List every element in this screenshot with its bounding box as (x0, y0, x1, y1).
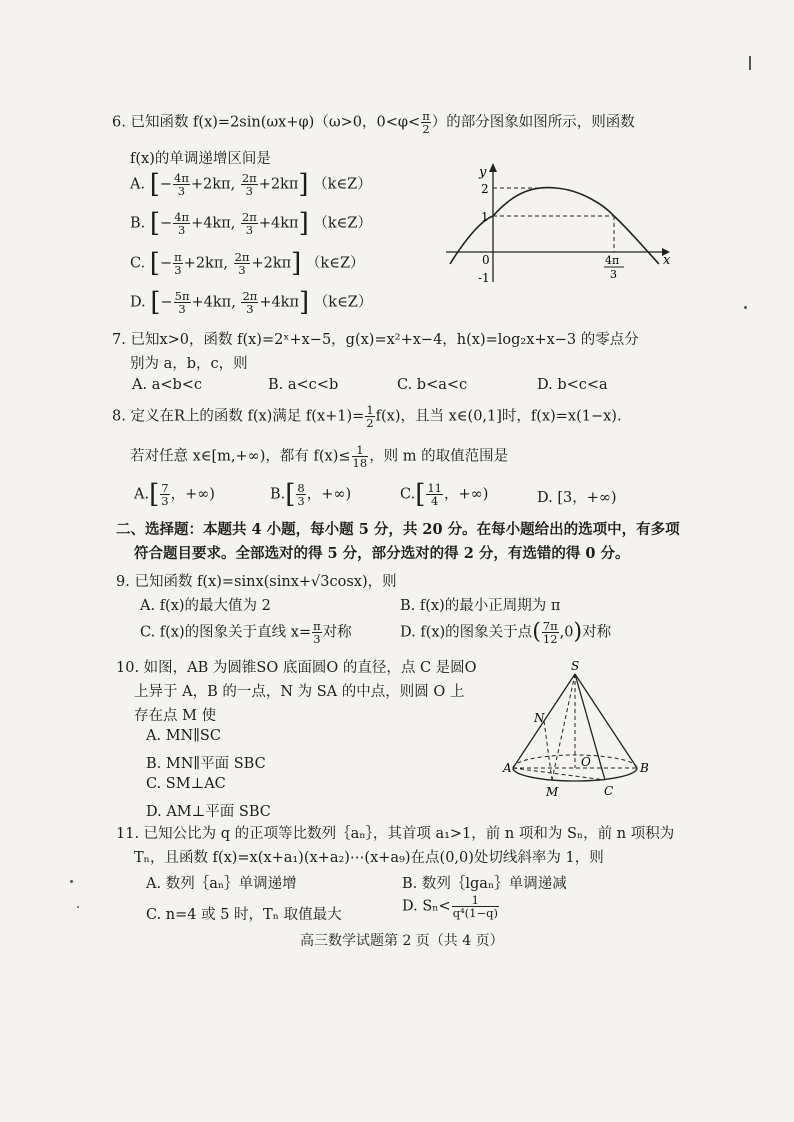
scan-speck (77, 906, 79, 908)
q9-option-c: C. f(x)的图象关于直线 x= $\frac{\pi}{3}$ 对称 (140, 619, 352, 646)
q7-line2: 别为 a，b，c，则 (130, 356, 248, 372)
q8-line2: 若对任意 x∈[m,+∞)，都有 f(x)≤ $\frac{1}{18}$ ，则 m 的取值范围是 (130, 443, 509, 470)
q10-line3: 存在点 M 使 (134, 708, 217, 724)
q10-line2: 上异于 A，B 的一点，N 为 SA 的中点，则圆 O 上 (134, 684, 465, 700)
q11-option-b: B. 数列｛lgaₙ｝单调递减 (402, 876, 567, 892)
page-footer: 高三数学试题第 2 页（共 4 页） (300, 933, 504, 949)
q6-option-d: D. [− $\frac{5\pi}{3}$ +4kπ, $\frac{2\pi}{3}$ +4kπ] （k∈Z） (130, 287, 373, 318)
q10-option-b: B. MN∥平面 SBC (146, 756, 266, 772)
label-c: C (604, 784, 614, 798)
label-2: 2 (481, 182, 489, 196)
label-a: A (503, 761, 512, 775)
base-front-arc (513, 768, 637, 781)
q6-line2: f(x)的单调递增区间是 (130, 151, 271, 167)
q11-line2: Tₙ，且函数 f(x)=x(x+a₁)(x+a₂)⋯(x+a₉)在点(0,0)处切线斜率为 1，则 (134, 850, 604, 866)
q6-stem: 6. 已知函数 f(x)=2sin(ωx+φ)（ω>0，0<φ< $\frac{\pi}{2}$ ）的部分图象如图所示，则函数 (112, 109, 635, 136)
q8-option-a: A.[ $\frac{7}{3}$ ，+∞) (134, 479, 215, 510)
label-1: 1 (481, 210, 489, 224)
line-ac (513, 768, 605, 780)
q10-option-d: D. AM⊥平面 SBC (146, 804, 271, 820)
q7-option-d: D. b<c<a (537, 377, 608, 393)
scan-speck (70, 880, 73, 883)
scan-mark (749, 56, 751, 70)
label-b: B (640, 761, 649, 775)
y-axis-arrow (489, 163, 497, 172)
line-sb (575, 674, 637, 768)
label-4pi: 4π (605, 254, 620, 267)
q7-option-c: C. b<a<c (397, 377, 468, 393)
q8-option-c: C.[ $\frac{11}{4}$ ，+∞) (400, 479, 489, 510)
section2-line2: 符合题目要求。全部选对的得 5 分，部分选对的得 2 分，有选错的得 0 分。 (134, 545, 630, 562)
q11-option-a: A. 数列｛aₙ｝单调递增 (146, 876, 297, 892)
q11-line1: 11. 已知公比为 q 的正项等比数列｛aₙ｝，其首项 a₁>1，前 n 项和为 Sₙ，前 n 项积为 (116, 826, 675, 842)
section2-line1: 二、选择题：本题共 4 小题，每小题 5 分，共 20 分。在每小题给出的选项中，有多项 (116, 521, 680, 538)
q7-option-a: A. a<b<c (132, 377, 203, 393)
label-n: N (534, 711, 545, 725)
label-neg-1: -1 (478, 271, 490, 285)
q11-option-c: C. n=4 或 5 时，Tₙ 取值最大 (146, 907, 342, 923)
q10-option-c: C. SM⊥AC (146, 776, 226, 792)
label-m: M (546, 785, 559, 799)
label-o: O (581, 755, 591, 769)
q11-option-d: D. Sₙ< $\frac{1}{\text{q⁴(1−q)}}$ (402, 893, 498, 920)
line-sm (552, 674, 575, 780)
q6-option-a: A. [− $\frac{4\pi}{3}$ +2kπ, $\frac{2\pi}{3}$ +2kπ] （k∈Z） (130, 169, 372, 200)
q10-cone-figure (500, 660, 670, 810)
q7-line1: 7. 已知x>0，函数 f(x)=2ˣ+x−5，g(x)=x²+x−4，h(x)=log₂x+x−3 的零点分 (112, 332, 639, 348)
q9-option-d: D. f(x)的图象关于点( $\frac{7\pi}{12}$ ,0)对称 (400, 619, 612, 646)
q6-option-c: C. [− $\frac{\pi}{3}$ +2kπ, $\frac{2\pi}{3}$ +2kπ] （k∈Z） (130, 248, 365, 279)
q8-option-b: B.[ $\frac{8}{3}$ ，+∞) (270, 479, 352, 510)
label-y: y (479, 165, 487, 180)
q9-stem: 9. 已知函数 f(x)=sinx(sinx+√3cosx)，则 (116, 574, 397, 590)
q6-frac: $\frac{\pi}{2}$ (422, 109, 430, 136)
label-origin: 0 (482, 253, 490, 267)
q8-option-d: D. [3，+∞) (537, 490, 617, 506)
q8-line1: 8. 定义在R上的函数 f(x)满足 f(x+1)= $\frac{1}{2}$ f(x)，且当 x∈(0,1]时，f(x)=x(1−x). (112, 403, 622, 430)
q10-line1: 10. 如图，AB 为圆锥SO 底面圆O 的直径，点 C 是圆O (116, 660, 477, 676)
line-nm (544, 721, 552, 780)
label-x: x (663, 253, 671, 268)
q6-sine-graph (446, 160, 676, 290)
q9-option-b: B. f(x)的最小正周期为 π (400, 598, 561, 614)
q7-option-b: B. a<c<b (268, 377, 339, 393)
q9-option-a: A. f(x)的最大值为 2 (140, 598, 271, 614)
q6-option-b: B. [− $\frac{4\pi}{3}$ +4kπ, $\frac{2\pi}{3}$ +4kπ] （k∈Z） (130, 208, 372, 239)
q10-option-a: A. MN∥SC (146, 728, 221, 744)
label-s: S (571, 660, 580, 673)
label-3: 3 (610, 268, 617, 281)
scan-speck (744, 306, 747, 309)
